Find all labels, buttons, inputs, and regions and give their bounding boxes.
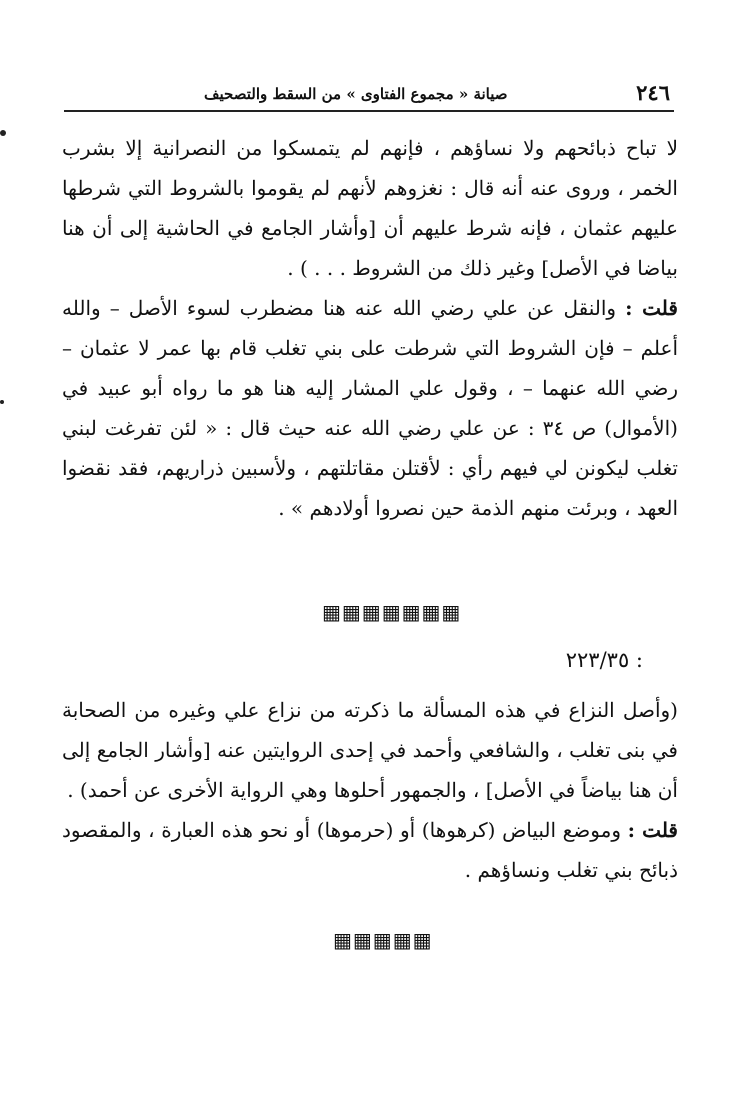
scan-mark	[0, 130, 6, 136]
quote-paragraph: لا تباح ذبائحهم ولا نساؤهم ، فإنهم لم يتمسكوا من النصرانية إلا بشرب الخمر ، وروى عنه أنه قال : نغزوهم لأنهم لم يقوموا بالشروط التي شرطها عليهم عثمان ، فإنه شرط عليهم أن [وأشار الجامع في الحاشية إلى أن هنا بياضا في الأصل] وغير ذلك من الشروط . . . ) .	[62, 136, 678, 280]
qultu-label: قلت :	[627, 818, 678, 842]
section-one	[62, 128, 678, 528]
commentary-text: والنقل عن علي رضي الله عنه هنا مضطرب لسوء الأصل – والله أعلم – فإن الشروط التي شرطت على بني تغلب قام بها عمر لا عثمان – رضي الله عنهما – ، وقول علي المشار إليه هنا هو ما رواه أبو عبيد في (الأموال) ص ٣٤ : عن علي رضي الله عنه حيث قال : « لئن تفرغت لبني تغلب ليكونن لي فيهم رأي : لأقتلن مقاتلتهم ، ولأسبين ذراريهم، فقد نقضوا العهد ، وبرئت منهم الذمة حين نصروا أولادهم » .	[62, 296, 678, 520]
commentary-text: وموضع البياض (كرهوها) أو (حرموها) أو نحو هذه العبارة ، والمقصود ذبائح بني تغلب ونساؤهم .	[62, 818, 678, 882]
qultu-label: قلت :	[625, 296, 678, 320]
commentary-paragraph	[62, 810, 678, 890]
page-number: ٢٤٦	[636, 80, 670, 105]
ornament-divider: ▦▦▦▦▦	[333, 928, 433, 952]
page-header	[64, 80, 674, 112]
volume-page-reference: : ٢٢٣/٣٥	[565, 648, 643, 672]
quote-paragraph: (وأصل النزاع في هذه المسألة ما ذكرته من نزاع علي وغيره من الصحابة في بنى تغلب ، والشافعي وأحمد في إحدى الروايتين عنه [وأشار الجامع إلى أن هنا بياضاً في الأصل] ، والجمهور أحلوها وهي الرواية الأخرى عن أحمد) .	[62, 698, 678, 802]
section-two	[62, 690, 678, 890]
commentary-paragraph	[62, 288, 678, 528]
scan-mark	[0, 400, 4, 404]
running-title: صيانة « مجموع الفتاوى » من السقط والتصحيف	[204, 85, 508, 103]
ornament-divider: ▦▦▦▦▦▦▦	[322, 600, 462, 624]
